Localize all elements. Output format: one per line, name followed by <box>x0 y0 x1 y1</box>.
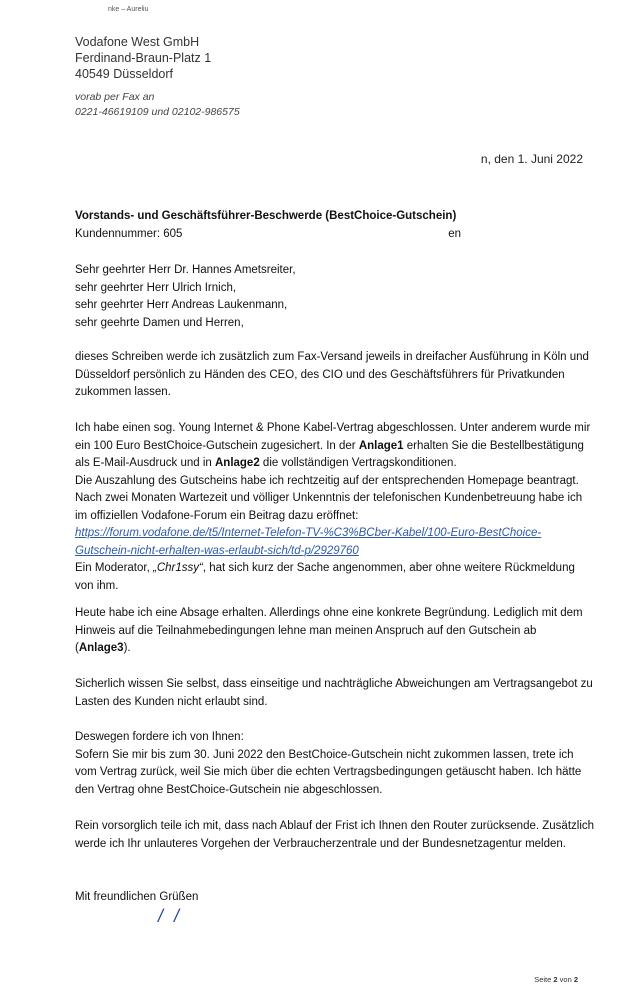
fax-numbers: 0221-46619109 und 02102-986575 <box>75 106 240 118</box>
salutation-line: sehr geehrter Herr Ulrich Irnich, <box>75 281 237 294</box>
salutation-line: Sehr geehrter Herr Dr. Hannes Ametsreiter, <box>75 264 296 276</box>
paragraph-contract <box>75 420 595 595</box>
page-separator: von <box>557 975 574 984</box>
recipient-company: Vodafone West GmbH <box>75 35 200 49</box>
salutation-line: sehr geehrte Damen und Herren, <box>75 316 244 329</box>
anlage3-ref: Anlage3 <box>78 642 124 654</box>
paragraph-forum: Die Auszahlung des Gutscheins habe ich rechtzeitig auf der entsprechenden Homepage beantragt. Nach zwei Monaten Wartezeit und völliger Unkenntnis der telefonischen Kundenbetreuung habe ich im offiziellen Vodafone-Forum ein Beitrag dazu eröffnet: <box>75 474 583 522</box>
letter-subject: Vorstands- und Geschäftsführer-Beschwerde (BestChoice-Gutschein) <box>75 210 457 222</box>
sender-line: nke – Aureliu <box>108 6 149 13</box>
forum-link[interactable]: https://forum.vodafone.de/t5/Internet-Telefon-TV-%C3%BCber-Kabel/100-Euro-BestChoice-Gutschein-nicht-erhalten-was-erlaubt-sich/td-p/2929760 <box>75 527 542 557</box>
salutation-line: sehr geehrter Herr Andreas Laukenmann, <box>75 299 288 311</box>
text-segment: Ein Moderator, <box>75 562 153 574</box>
paragraph-intro: dieses Schreiben werde ich zusätzlich zum Fax-Versand jeweils in dreifacher Ausführung in Köln und Düsseldorf persönlich zu Händen des CEO, des CIO und des Geschäftsführers für Privatkunden zukommen lassen. <box>75 351 589 398</box>
text-segment: ). <box>123 642 131 654</box>
text-segment: die vollständigen Vertragskonditionen. <box>259 457 457 469</box>
moderator-name: „Chr1ssy“ <box>152 562 203 574</box>
recipient-city: 40549 Düsseldorf <box>75 67 173 81</box>
recipient-street: Ferdinand-Braun-Platz 1 <box>75 51 212 65</box>
customer-number-suffix: en <box>448 228 461 240</box>
paragraph-contract-main <box>75 420 595 473</box>
text-segment: , hat sich kurz der Sache angenommen, aber ohne weitere Rückmeldung von ihm. <box>75 562 575 592</box>
customer-number-label: Kundennummer: 605 <box>75 228 183 240</box>
customer-number <box>75 228 465 244</box>
demand-intro: Deswegen fordere ich von Ihnen: <box>75 731 244 743</box>
demand-text: Sofern Sie mir bis zum 30. Juni 2022 den BestChoice-Gutschein nicht zukommen lassen, trete ich vom Vertrag zurück, weil Sie mich über die echten Vertragsbedingungen getäuscht haben. Ich hätte den Vertrag ohne BestChoice-Gutschein nie abgeschlossen. <box>75 748 582 796</box>
paragraph-moderator <box>75 560 595 595</box>
signature: / / <box>158 906 183 926</box>
total-pages: 2 <box>573 975 578 984</box>
fax-note-line: vorab per Fax an <box>75 91 155 103</box>
salutation <box>75 262 595 332</box>
paragraph-router: Rein vorsorglich teile ich mit, dass nach Ablauf der Frist ich Ihnen den Router zurücksende. Zusätzlich werde ich Ihr unlauteres Vorgehen der Verbraucherzentrale und der Bundesnetzagentur melden. <box>75 820 595 850</box>
paragraph-rejection <box>75 605 595 658</box>
current-page: 2 <box>553 975 558 984</box>
fax-note <box>75 90 240 120</box>
letter-date: n, den 1. Juni 2022 <box>480 152 583 166</box>
closing: Mit freundlichen Grüßen <box>75 891 199 903</box>
recipient-address <box>75 34 211 82</box>
page-number <box>534 975 578 984</box>
anlage1-ref: Anlage1 <box>358 439 404 452</box>
text-segment: Heute habe ich eine Absage erhalten. Allerdings ohne eine konkrete Begründung. Lediglich mit dem Hinweis auf die Teilnahmebedingungen lehne man meinen Anspruch auf den Gutschein ab ( <box>75 607 583 654</box>
page-label: Seite <box>534 975 554 984</box>
text-segment: Ich habe einen sog. Young Internet & Phone Kabel-Vertrag abgeschlossen. Unter anderem wurde mir ein 100 Euro BestChoice-Gutschein zugesichert. In der <box>75 422 591 452</box>
text-segment: erhalten Sie die Bestellbestätigung als E-Mail-Ausdruck und in <box>75 439 584 469</box>
anlage2-ref: Anlage2 <box>214 457 260 469</box>
paragraph-legal: Sicherlich wissen Sie selbst, dass einseitige und nachträgliche Abweichungen am Vertragsangebot zu Lasten des Kunden nicht erlaubt sind. <box>75 678 593 708</box>
paragraph-demand <box>75 729 595 799</box>
